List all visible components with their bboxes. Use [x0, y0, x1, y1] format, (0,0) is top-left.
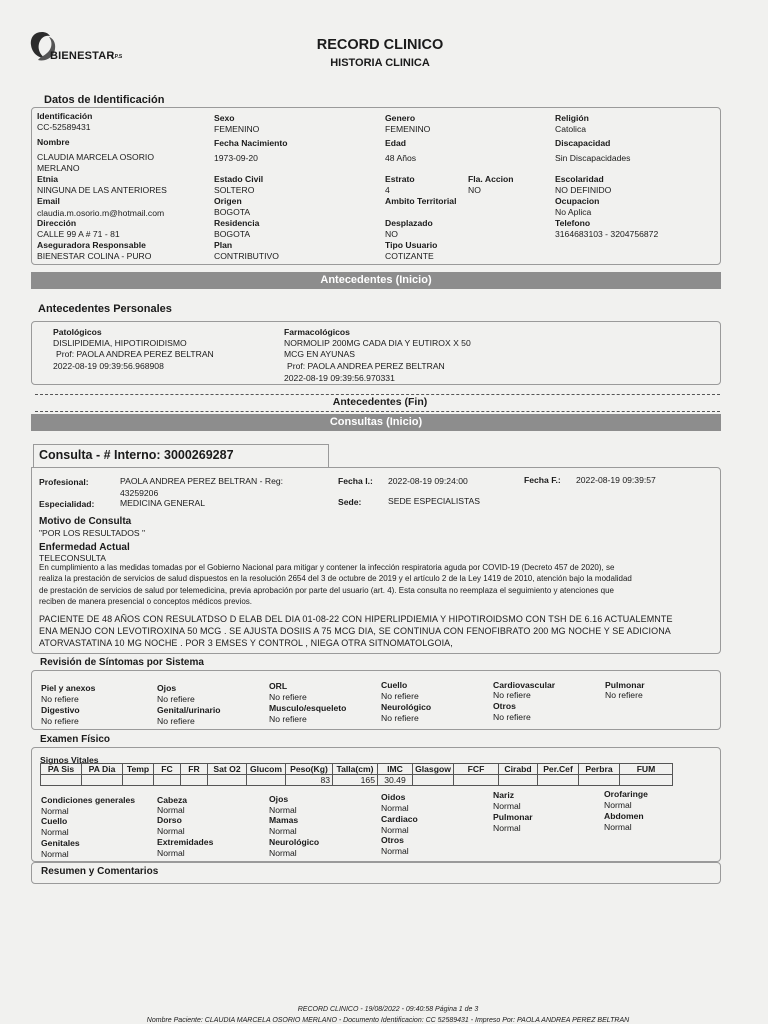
examen-label: Neurológico: [269, 837, 320, 847]
table-header: FUM: [620, 764, 673, 775]
field-value: CC-52589431: [37, 122, 91, 132]
field-label: Residencia: [214, 218, 260, 228]
revision-label: Digestivo: [41, 705, 80, 715]
revision-label: Neurológico: [381, 702, 432, 712]
examen-label: Cardiaco: [381, 814, 418, 824]
table-cell: [82, 775, 123, 786]
field-value: BOGOTA: [214, 207, 251, 217]
revision-label: ORL: [269, 681, 288, 691]
fecha-fin-value: 2022-08-19 09:39:57: [576, 475, 656, 485]
page-title: RECORD CLINICO: [316, 37, 444, 53]
consultas-start-bar: Consultas (Inicio): [31, 414, 721, 431]
profesional-registro: 43259206: [120, 488, 159, 498]
field-label: Plan: [214, 240, 233, 250]
revision-value: No refiere: [157, 716, 195, 726]
table-header: IMC: [378, 764, 413, 775]
examen-label: Cabeza: [157, 795, 188, 805]
examen-label: Orofaringe: [604, 789, 648, 799]
field-label: Sexo: [214, 113, 235, 123]
examen-value: Normal: [493, 823, 521, 833]
field-label: Etnia: [37, 174, 59, 184]
field-value: MERLANO: [37, 163, 80, 173]
table-header: FC: [154, 764, 181, 775]
especialidad-label: Especialidad:: [39, 499, 95, 509]
field-value: 1973-09-20: [214, 153, 258, 163]
field-value: 3164683103 - 3204756872: [555, 229, 659, 239]
revision-value: No refiere: [493, 690, 531, 700]
examen-label: Nariz: [493, 790, 515, 800]
table-header: Sat O2: [208, 764, 247, 775]
examen-value: Normal: [41, 849, 69, 859]
identificacion-title: Datos de Identificación: [44, 94, 165, 106]
examen-label: Ojos: [269, 794, 289, 804]
table-header: Peso(Kg): [286, 764, 333, 775]
field-label: Fla. Accion: [468, 174, 514, 184]
field-label: Ambito Territorial: [385, 196, 457, 206]
revision-label: Musculo/esqueleto: [269, 703, 347, 713]
resumen-title: Resumen y Comentarios: [41, 866, 159, 877]
table-header: PA Dia: [82, 764, 123, 775]
enfermedad-title: Enfermedad Actual: [39, 542, 130, 553]
antecedentes-start-bar: Antecedentes (Inicio): [31, 272, 721, 289]
examen-value: Normal: [157, 805, 185, 815]
field-value: 4: [385, 185, 390, 195]
revision-label: Cardiovascular: [493, 680, 556, 690]
examen-label: Mamas: [269, 815, 299, 825]
field-value: FEMENINO: [214, 124, 260, 134]
footer-line-2: Nombre Paciente: CLAUDIA MARCELA OSORIO MERLANO - Documento Identificacion: CC 52589431 - Impreso Por: PAOLA ANDREA PEREZ BELTRAN: [146, 1017, 630, 1024]
examen-label: Cuello: [41, 816, 68, 826]
revision-value: No refiere: [269, 692, 307, 702]
logo-text: BIENESTAR: [50, 50, 115, 62]
dashed-divider: [35, 411, 720, 412]
examen-label: Genitales: [41, 838, 80, 848]
examen-value: Normal: [157, 848, 185, 858]
examen-label: Pulmonar: [493, 812, 533, 822]
enfermedad-tipo: TELECONSULTA: [39, 553, 107, 563]
text-line: ENA MENJO CON LEVOTIROXINA 50 MCG . SE AJUSTA DOSIIS A 75 MCG DIA, SE CONTINUA CON FENOFIBRATO 200 MG NOCHE Y SE ADICIONA: [39, 625, 671, 636]
examen-value: Normal: [41, 827, 69, 837]
farmacologicos-value: MCG EN AYUNAS: [284, 349, 355, 359]
field-value: No Aplica: [555, 207, 592, 217]
table-header: Perbra: [579, 764, 620, 775]
table-row: [41, 764, 673, 775]
patologicos-label: Patológicos: [53, 327, 102, 337]
motivo-title: Motivo de Consulta: [39, 516, 132, 527]
field-label: Desplazado: [385, 218, 433, 228]
field-label: Estado Civil: [214, 174, 264, 184]
fecha-inicio-label: Fecha I.:: [338, 476, 373, 486]
table-cell: [41, 775, 82, 786]
text-line: PACIENTE DE 48 AÑOS CON RESULATDSO D ELAB DEL DIA 01-08-22 CON HIPERLIPDIEMIA Y HIPOTIROIDSMO CON TSH DE 6.16 ACTUALEMNTE: [39, 614, 673, 624]
consulta-title: Consulta - # Interno: 3000269287: [39, 448, 234, 462]
field-label: Fecha Nacimiento: [214, 138, 288, 148]
fecha-fin-label: Fecha F.:: [524, 475, 561, 485]
revision-label: Pulmonar: [605, 680, 645, 690]
table-cell: [247, 775, 286, 786]
field-label: Ocupacion: [555, 196, 600, 206]
examen-value: Normal: [269, 805, 297, 815]
examen-value: Normal: [493, 801, 521, 811]
field-value: CONTRIBUTIVO: [214, 251, 279, 261]
text-line: de prestación de servicios de salud por telemedicina, previa aprobación por parte del usuario (art. 4). Esta consulta no reemplaza el seguimiento y atenciones que: [39, 585, 614, 595]
farmacologicos-fecha: 2022-08-19 09:39:56.970331: [284, 373, 395, 383]
field-label: Estrato: [385, 174, 415, 184]
table-cell: [499, 775, 538, 786]
table-header: Per.Cef: [538, 764, 579, 775]
revision-title: Revisión de Síntomas por Sistema: [40, 657, 204, 668]
table-header: Temp: [123, 764, 154, 775]
table-cell: 83: [286, 775, 333, 786]
revision-value: No refiere: [41, 694, 79, 704]
examen-label: Otros: [381, 835, 404, 845]
patologicos-fecha: 2022-08-19 09:39:56.968908: [53, 361, 164, 371]
field-label: Nombre: [37, 137, 70, 147]
table-header: Glasgow: [413, 764, 454, 775]
signos-vitales-label: Signos Vitales: [40, 755, 99, 765]
revision-value: No refiere: [269, 714, 307, 724]
enfermedad-text: [39, 562, 719, 608]
revision-value: No refiere: [381, 691, 419, 701]
field-label: Dirección: [37, 218, 77, 228]
table-cell: [538, 775, 579, 786]
revision-value: No refiere: [41, 716, 79, 726]
examen-value: Normal: [381, 803, 409, 813]
text-line: realiza la prestación de servicios de salud dispuestos en la resolución 2654 del 3 de octubre de 2019 y el artículo 2 de la Ley 1419 de 2010, atención bajo la modalidad: [39, 574, 632, 584]
field-value: Sin Discapacidades: [555, 153, 631, 163]
examen-value: Normal: [381, 846, 409, 856]
farmacologicos-value: NORMOLIP 200MG CADA DIA Y EUTIROX X 50: [284, 338, 471, 348]
sede-value: SEDE ESPECIALISTAS: [388, 496, 481, 506]
field-value: COTIZANTE: [385, 251, 434, 261]
motivo-value: "POR LOS RESULTADOS ": [39, 528, 146, 538]
table-cell: [454, 775, 499, 786]
page-subtitle: HISTORIA CLINICA: [330, 57, 430, 69]
dashed-divider: [35, 394, 720, 395]
profesional-value: PAOLA ANDREA PEREZ BELTRAN - Reg:: [120, 476, 284, 486]
field-value: 48 Años: [385, 153, 417, 163]
field-value: Catolica: [555, 124, 587, 134]
field-label: Origen: [214, 196, 242, 206]
table-cell: [208, 775, 247, 786]
examen-value: Normal: [157, 826, 185, 836]
examen-title: Examen Físico: [40, 734, 111, 745]
examen-label: Abdomen: [604, 811, 644, 821]
table-cell: [413, 775, 454, 786]
revision-value: No refiere: [157, 694, 195, 704]
examen-label: Oidos: [381, 792, 406, 802]
logo-suffix: I.P.S: [112, 54, 123, 60]
table-row: [41, 775, 673, 786]
examen-label: Dorso: [157, 815, 182, 825]
revision-label: Ojos: [157, 683, 177, 693]
patologicos-value: DISLIPIDEMIA, HIPOTIROIDISMO: [53, 338, 187, 348]
field-value: NO: [385, 229, 398, 239]
footer-line-1: RECORD CLINICO - 19/08/2022 - 09:40:58 Página 1 de 3: [297, 1006, 479, 1013]
table-header: PA Sis: [41, 764, 82, 775]
especialidad-value: MEDICINA GENERAL: [120, 498, 206, 508]
examen-value: Normal: [269, 826, 297, 836]
examen-value: Normal: [381, 825, 409, 835]
table-header: FR: [181, 764, 208, 775]
examen-label: Condiciones generales: [41, 795, 136, 805]
revision-label: Otros: [493, 701, 516, 711]
revision-value: No refiere: [493, 712, 531, 722]
field-value: FEMENINO: [385, 124, 431, 134]
table-cell: [620, 775, 673, 786]
field-value: NO DEFINIDO: [555, 185, 612, 195]
sede-label: Sede:: [338, 497, 362, 507]
table-cell: [154, 775, 181, 786]
revision-label: Piel y anexos: [41, 683, 96, 693]
patologicos-prof: Prof: PAOLA ANDREA PEREZ BELTRAN: [56, 349, 214, 359]
table-header: Talla(cm): [333, 764, 378, 775]
revision-label: Genital/urinario: [157, 705, 221, 715]
examen-value: Normal: [604, 822, 632, 832]
text-line: En cumplimiento a las medidas tomadas por el Gobierno Nacional para mitigar y contener la infección respiratoria aguda por COVID-19 (Decreto 457 de 2020), se: [39, 563, 615, 572]
field-label: Discapacidad: [555, 138, 611, 148]
field-label: Escolaridad: [555, 174, 604, 184]
revision-value: No refiere: [605, 690, 643, 700]
field-value: BOGOTA: [214, 229, 251, 239]
field-label: Aseguradora Responsable: [37, 240, 146, 250]
table-cell: [123, 775, 154, 786]
farmacologicos-label: Farmacológicos: [284, 327, 350, 337]
field-label: Telefono: [555, 218, 591, 228]
signos-vitales-table: [40, 763, 673, 786]
revision-box: [31, 670, 721, 730]
fecha-inicio-value: 2022-08-19 09:24:00: [388, 476, 468, 486]
field-value: CLAUDIA MARCELA OSORIO: [37, 152, 155, 162]
examen-label: Extremidades: [157, 837, 214, 847]
table-header: FCF: [454, 764, 499, 775]
text-line: ATORVASTATINA 10 MG NOCHE . POR 3 EMSES Y CONTROL , NIEGA OTRA SITNOMATOLGOIA,: [39, 637, 453, 648]
field-value: SOLTERO: [214, 185, 255, 195]
field-label: Religión: [555, 113, 589, 123]
field-label: Identificación: [37, 111, 93, 121]
table-cell: [181, 775, 208, 786]
revision-value: No refiere: [381, 713, 419, 723]
examen-value: Normal: [604, 800, 632, 810]
field-label: Tipo Usuario: [385, 240, 438, 250]
field-value: CALLE 99 A # 71 - 81: [37, 229, 120, 239]
revision-label: Cuello: [381, 680, 408, 690]
profesional-label: Profesional:: [39, 477, 89, 487]
table-header: Cirabd: [499, 764, 538, 775]
field-label: Email: [37, 196, 60, 206]
examen-value: Normal: [269, 848, 297, 858]
field-label: Edad: [385, 138, 407, 148]
field-value: NO: [468, 185, 481, 195]
paciente-text: [39, 614, 719, 649]
text-line: reciben de manera presencial o conceptos médicos previos.: [39, 597, 253, 607]
field-label: Genero: [385, 113, 416, 123]
antecedentes-personales-title: Antecedentes Personales: [38, 303, 172, 315]
antecedentes-end-label: Antecedentes (Fin): [332, 396, 428, 408]
table-cell: 30.49: [378, 775, 413, 786]
field-value: NINGUNA DE LAS ANTERIORES: [37, 185, 167, 195]
table-cell: [579, 775, 620, 786]
examen-value: Normal: [41, 806, 69, 816]
field-value: BIENESTAR COLINA - PURO: [37, 251, 152, 261]
farmacologicos-prof: Prof: PAOLA ANDREA PEREZ BELTRAN: [287, 361, 445, 371]
field-value: claudia.m.osorio.m@hotmail.com: [37, 208, 165, 218]
table-cell: 165: [333, 775, 378, 786]
table-header: Glucom: [247, 764, 286, 775]
